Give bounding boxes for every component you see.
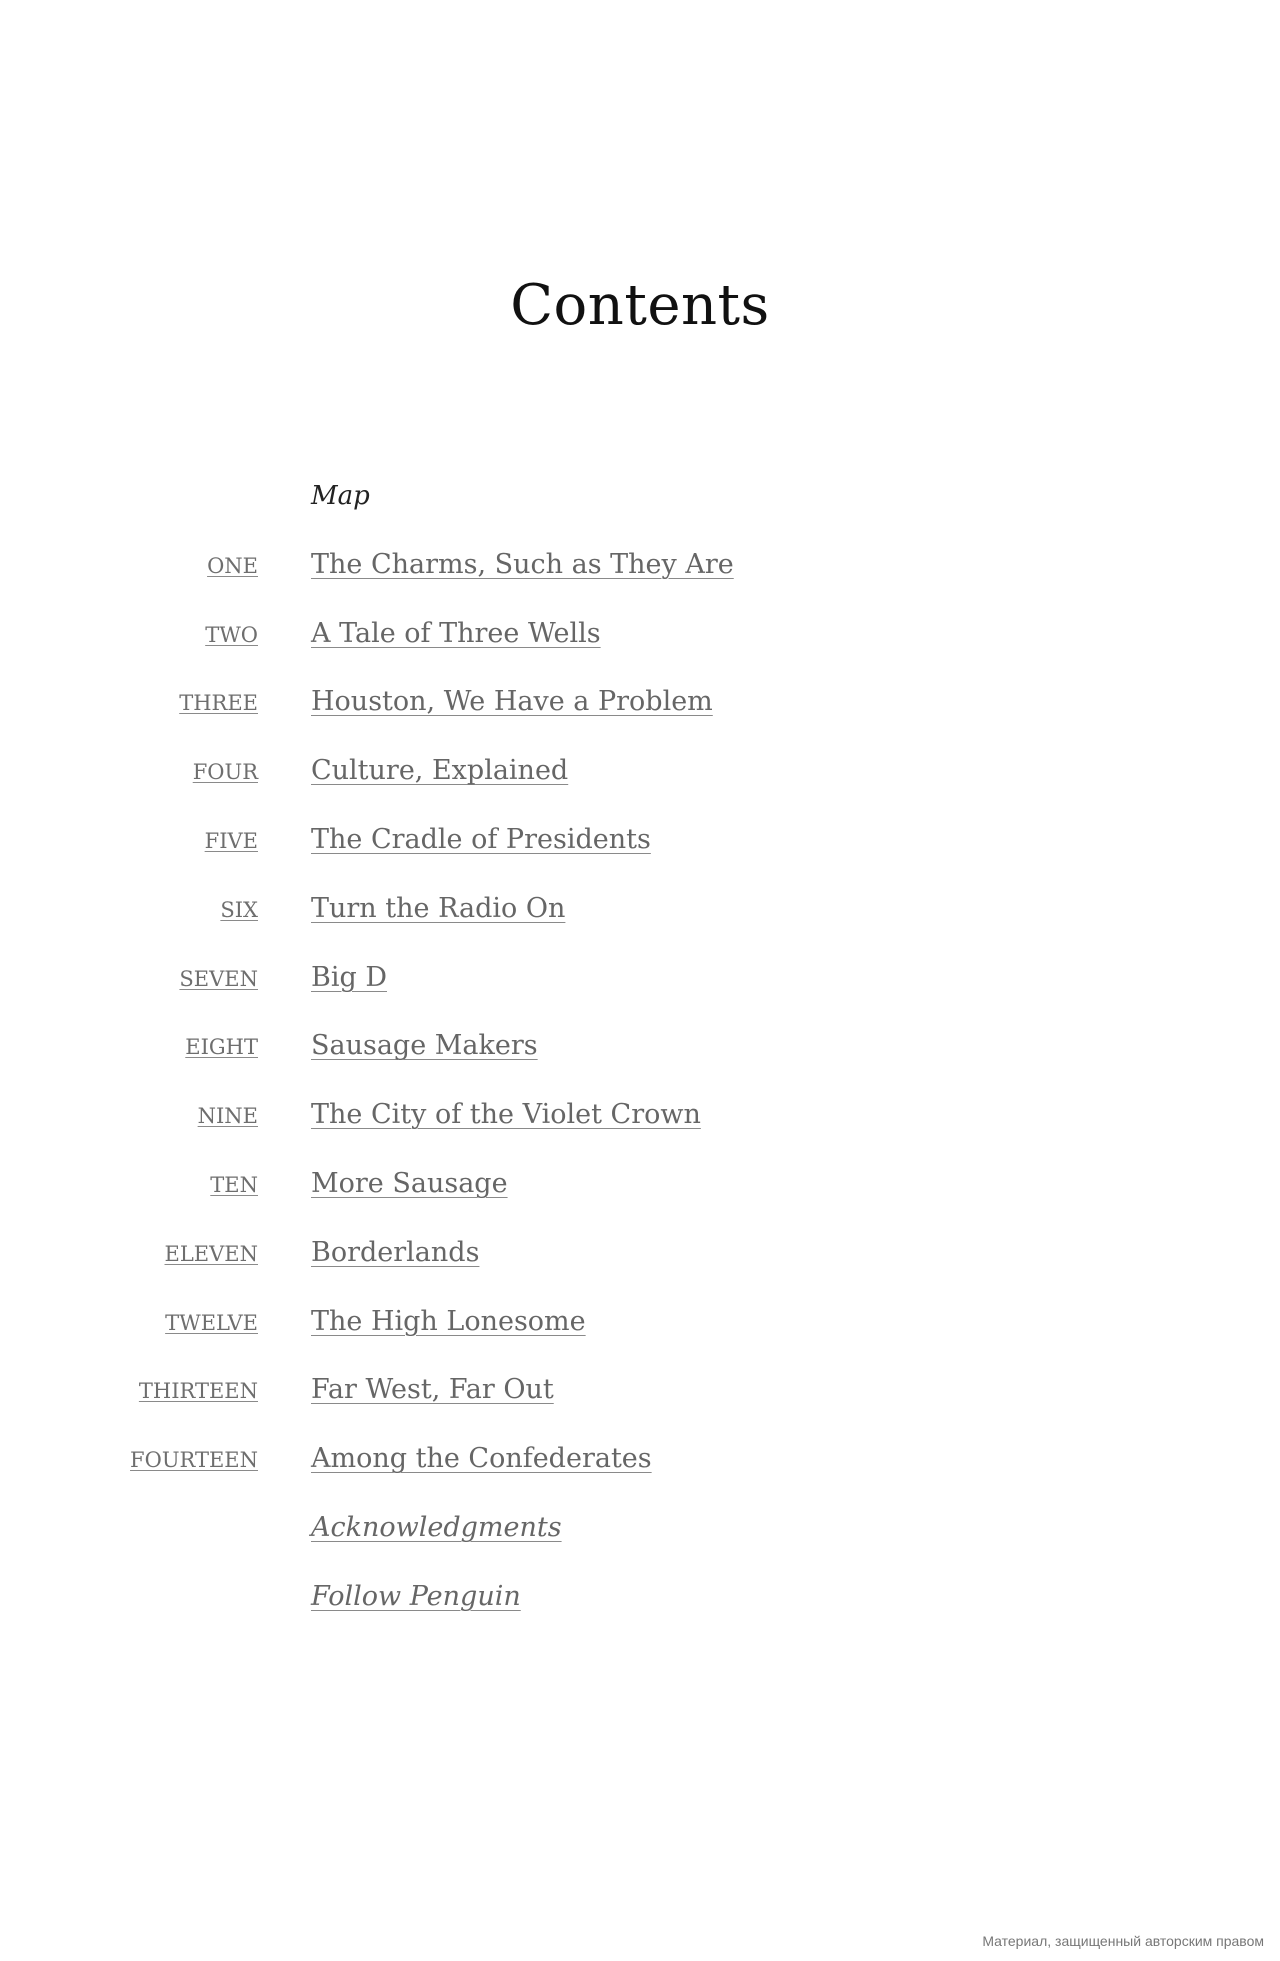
- chapter-link[interactable]: Borderlands: [311, 1236, 480, 1268]
- chapter-link[interactable]: The Charms, Such as They Are: [311, 548, 734, 580]
- chapter-link[interactable]: A Tale of Three Wells: [311, 617, 601, 649]
- page-title: Contents: [510, 273, 770, 338]
- toc-entry-chapter-11: [0, 1235, 1280, 1304]
- chapter-link[interactable]: The High Lonesome: [311, 1305, 586, 1337]
- toc-entry-map: [0, 478, 1280, 547]
- table-of-contents: [0, 478, 1280, 1648]
- chapter-link[interactable]: Far West, Far Out: [311, 1374, 554, 1406]
- chapter-number[interactable]: SEVEN: [179, 966, 258, 991]
- acknowledgments-link[interactable]: Acknowledgments: [311, 1511, 562, 1543]
- chapter-number[interactable]: ONE: [207, 553, 258, 578]
- toc-entry-chapter-8: [0, 1028, 1280, 1097]
- chapter-number[interactable]: EIGHT: [185, 1035, 258, 1060]
- chapter-link[interactable]: Houston, We Have a Problem: [311, 686, 713, 718]
- toc-entry-chapter-9: [0, 1097, 1280, 1166]
- chapter-link[interactable]: The Cradle of Presidents: [311, 823, 651, 855]
- chapter-number[interactable]: SIX: [220, 897, 258, 922]
- chapter-number[interactable]: TEN: [210, 1172, 258, 1197]
- toc-entry-chapter-14: [0, 1441, 1280, 1510]
- toc-entry-follow-penguin: [0, 1579, 1280, 1648]
- chapter-link[interactable]: Among the Confederates: [311, 1443, 652, 1475]
- toc-entry-chapter-1: [0, 547, 1280, 616]
- chapter-link[interactable]: Culture, Explained: [311, 755, 569, 787]
- chapter-link[interactable]: More Sausage: [311, 1167, 508, 1199]
- toc-entry-chapter-13: [0, 1372, 1280, 1441]
- chapter-number[interactable]: TWELVE: [165, 1310, 258, 1335]
- toc-title-map: Map: [311, 481, 370, 511]
- toc-entry-chapter-10: [0, 1166, 1280, 1235]
- toc-entry-chapter-4: [0, 753, 1280, 822]
- toc-entry-chapter-7: [0, 960, 1280, 1029]
- chapter-link[interactable]: Turn the Radio On: [311, 892, 566, 924]
- chapter-link[interactable]: Big D: [311, 961, 387, 993]
- toc-entry-chapter-5: [0, 822, 1280, 891]
- chapter-link[interactable]: The City of the Violet Crown: [311, 1099, 701, 1131]
- chapter-number[interactable]: THIRTEEN: [138, 1379, 258, 1404]
- chapter-number[interactable]: FOURTEEN: [130, 1448, 258, 1473]
- chapter-number[interactable]: NINE: [197, 1104, 258, 1129]
- toc-entry-chapter-3: [0, 684, 1280, 753]
- chapter-number[interactable]: FOUR: [192, 760, 258, 785]
- copyright-watermark: Материал, защищенный авторским правом: [982, 1933, 1264, 1949]
- chapter-number[interactable]: FIVE: [204, 828, 258, 853]
- chapter-link[interactable]: Sausage Makers: [311, 1030, 538, 1062]
- toc-entry-chapter-6: [0, 891, 1280, 960]
- chapter-number[interactable]: THREE: [179, 691, 258, 716]
- toc-entry-acknowledgments: [0, 1510, 1280, 1579]
- toc-entry-chapter-12: [0, 1304, 1280, 1373]
- toc-entry-chapter-2: [0, 616, 1280, 685]
- chapter-number[interactable]: TWO: [205, 622, 258, 647]
- follow-penguin-link[interactable]: Follow Penguin: [311, 1580, 521, 1612]
- chapter-number[interactable]: ELEVEN: [164, 1241, 258, 1266]
